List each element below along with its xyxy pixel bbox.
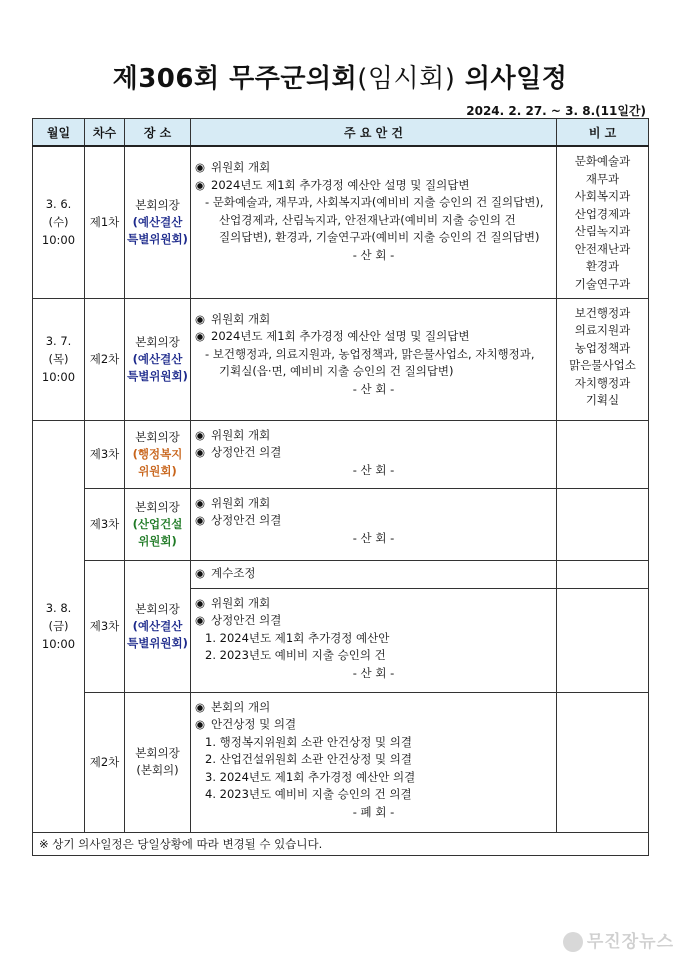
page-title (0, 58, 680, 95)
agenda-cell: ◉ 위원회 개회 ◉ 2024년도 제1회 추가경정 예산안 설명 및 질의답변 - 보건행정과, 의료지원과, 농업정책과, 맑은물사업소, 자치행정과, 기획실(읍·면, 예비비 지출 승인의 건 질의답변) - 산 회 - (191, 298, 557, 420)
schedule-table (32, 118, 649, 856)
bullet-icon: ◉ (195, 427, 206, 442)
bullet-icon: ◉ (195, 613, 206, 627)
table-row (33, 298, 649, 420)
agenda-cell: ◉ 위원회 개회 ◉ 2024년도 제1회 추가경정 예산안 설명 및 질의답변 - 문화예술과, 재무과, 사회복지과(예비비 지출 승인의 건 질의답변), 산업경제과, 산림녹지과, 안전재난과(예비비 지출 승인의 건 질의답변), 환경과, 기술연구과(예비비 지출 승인의 건 질의답변) - 산 회 - (191, 146, 557, 298)
date-cell: 3. 6. (수) 10:00 (33, 146, 85, 298)
agenda-cell: ◉ 위원회 개회 ◉ 상정안건 의결 1. 2024년도 제1회 추가경정 예산안 2. 2023년도 예비비 지출 승인의 건 - 산 회 - (191, 588, 557, 692)
date-cell: 3. 8. (금) 10:00 (33, 420, 85, 832)
bullet-icon: ◉ (195, 513, 206, 527)
order-cell: 제3차 (85, 560, 125, 692)
place-cell: 본회의장 (예산결산 특별위원회) (125, 146, 191, 298)
bullet-icon: ◉ (195, 699, 206, 714)
title-tail: 의사일정 (455, 64, 568, 94)
table-row (33, 146, 649, 298)
footnote-row (33, 832, 649, 855)
bullet-icon: ◉ (195, 160, 206, 174)
note-cell (557, 588, 649, 692)
bullet-icon: ◉ (195, 329, 206, 343)
mountain-logo-icon (563, 932, 583, 952)
place-cell: 본회의장 (예산결산 특별위원회) (125, 560, 191, 692)
order-cell: 제3차 (85, 488, 125, 560)
agenda-cell: ◉ 위원회 개회 ◉ 상정안건 의결 - 산 회 - (191, 488, 557, 560)
place-cell: 본회의장 (산업건설 위원회) (125, 488, 191, 560)
bullet-icon: ◉ (195, 177, 206, 192)
order-cell: 제2차 (85, 298, 125, 420)
place-cell: 본회의장 (예산결산 특별위원회) (125, 298, 191, 420)
place-cell: 본회의장 (행정복지 위원회) (125, 420, 191, 488)
watermark (563, 927, 674, 952)
bullet-icon: ◉ (195, 445, 206, 459)
note-cell: 보건행정과 의료지원과 농업정책과 맑은물사업소 자치행정과 기획실 (557, 298, 649, 420)
header-date: 월일 (33, 119, 85, 147)
note-cell: 문화예술과 재무과 사회복지과 산업경제과 산림녹지과 안전재난과 환경과 기술연구과 (557, 146, 649, 298)
table-row (33, 420, 649, 488)
agenda-cell: ◉ 본회의 개의 ◉ 안건상정 및 의결 1. 행정복지위원회 소관 안건상정 및 의결 2. 산업건설위원회 소관 안건상정 및 의결 3. 2024년도 제1회 추가경정 예산안 의결 4. 2023년도 예비비 지출 승인의 건 의결 - 폐 회 - (191, 692, 557, 832)
bullet-icon: ◉ (195, 311, 206, 326)
header-place: 장 소 (125, 119, 191, 147)
place-cell: 본회의장 (본회의) (125, 692, 191, 832)
agenda-cell: ◉ 계수조정 (191, 560, 557, 588)
note-cell (557, 692, 649, 832)
table-row (33, 560, 649, 588)
header-note: 비 고 (557, 119, 649, 147)
agenda-cell: ◉ 위원회 개회 ◉ 상정안건 의결 - 산 회 - (191, 420, 557, 488)
footnote: ※ 상기 의사일정은 당일상황에 따라 변경될 수 있습니다. (33, 832, 649, 855)
header-agenda: 주 요 안 건 (191, 119, 557, 147)
table-row (33, 692, 649, 832)
watermark-text: 무진장뉴스 (586, 932, 674, 952)
date-cell: 3. 7. (목) 10:00 (33, 298, 85, 420)
bullet-icon: ◉ (195, 495, 206, 510)
note-cell (557, 560, 649, 588)
header-row (33, 119, 649, 147)
bullet-icon: ◉ (195, 566, 206, 581)
bullet-icon: ◉ (195, 717, 206, 731)
table-row (33, 488, 649, 560)
note-cell (557, 488, 649, 560)
order-cell: 제1차 (85, 146, 125, 298)
note-cell (557, 420, 649, 488)
title-main: 제306회 무주군의회 (112, 64, 358, 94)
session-period: 2024. 2. 27. ~ 3. 8.(11일간) (466, 104, 646, 118)
title-session-type: (임시회) (357, 64, 456, 94)
header-order: 차수 (85, 119, 125, 147)
bullet-icon: ◉ (195, 595, 206, 610)
order-cell: 제3차 (85, 420, 125, 488)
order-cell: 제2차 (85, 692, 125, 832)
